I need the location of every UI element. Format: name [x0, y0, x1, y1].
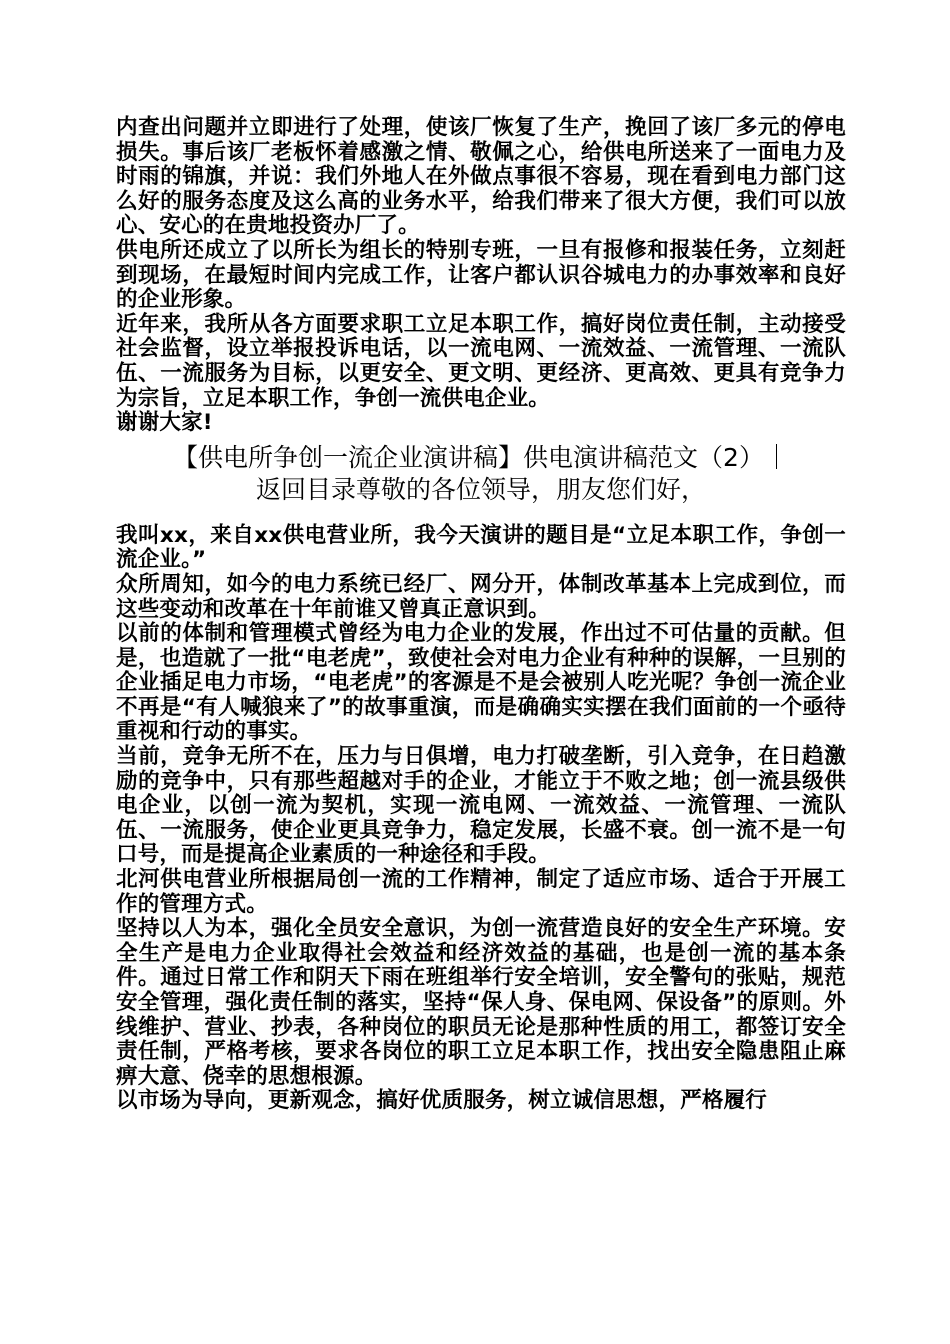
bottom-section: [116, 524, 846, 1114]
heading-line-1: 【供电所争创一流企业演讲稿】供电演讲稿范文（2）｜: [173, 442, 789, 472]
paragraph: 以前的体制和管理模式曾经为电力企业的发展，作出过不可估量的贡献。但是，也造就了一批“电老虎”，致使社会对电力企业有种种的误解，一旦别的企业插足电力市场，“电老虎”的客源是不是会被别人吃光呢？争创一流企业不再是“有人喊狼来了”的故事重演，而是确确实实摆在我们面前的一个亟待重视和行动的事实。: [116, 621, 846, 745]
section-heading: [108, 442, 854, 506]
paragraph: 坚持以人为本，强化全员安全意识，为创一流营造良好的安全生产环境。安全生产是电力企业取得社会效益和经济效益的基础，也是创一流的基本条件。通过日常工作和阴天下雨在班组举行安全培训，安全警句的张贴，规范安全管理，强化责任制的落实，坚持“保人身、保电网、保设备”的原则。外线维护、营业、抄表，各种岗位的职员无论是那种性质的用工，都签订安全责任制，严格考核，要求各岗位的职工立足本职工作，找出安全隐患阻止麻痹大意、侥幸的思想根源。: [116, 916, 846, 1089]
paragraph-thanks: 谢谢大家!: [116, 410, 213, 436]
paragraph: 以市场为导向，更新观念，搞好优质服务，树立诚信思想，严格履行: [116, 1088, 768, 1114]
paragraph: 众所周知，如今的电力系统已经厂、网分开，体制改革基本上完成到位，而这些变动和改革在十年前谁又曾真正意识到。: [116, 571, 846, 622]
top-section: [116, 116, 846, 436]
paragraph: 北河供电营业所根据局创一流的工作精神，制定了适应市场、适合于开展工作的管理方式。: [116, 867, 846, 917]
paragraph: 我叫xx，来自xx供电营业所，我今天演讲的题目是“立足本职工作，争创一流企业。”: [116, 522, 846, 573]
document-page: [116, 116, 846, 1114]
paragraph: 近年来，我所从各方面要求职工立足本职工作，搞好岗位责任制，主动接受社会监督，设立举报投诉电话，以一流电网、一流效益、一流管理、一流队伍、一流服务为目标，以更安全、更文明、更经济、更高效、更具有竞争力为宗旨，立足本职工作，争创一流供电企业。: [116, 311, 846, 411]
paragraph: 内查出问题并立即进行了处理，使该厂恢复了生产，挽回了该厂多元的停电损失。事后该厂老板怀着感激之情、敬佩之心，给供电所送来了一面电力及时雨的锦旗，并说：我们外地人在外做点事很不容易，现在看到电力部门这么好的服务态度及这么高的业务水平，给我们带来了很大方便，我们可以放心、安心的在贵地投资办厂了。: [116, 115, 846, 239]
paragraph: 供电所还成立了以所长为组长的特别专班，一旦有报修和报装任务，立刻赶到现场，在最短时间内完成工作，让客户都认识谷城电力的办事效率和良好的企业形象。: [116, 237, 846, 313]
heading-line-2: 返回目录尊敬的各位领导，朋友您们好，: [255, 474, 706, 504]
paragraph: 当前，竞争无所不在，压力与日俱增，电力打破垄断，引入竞争，在日趋激励的竞争中，只有那些超越对手的企业，才能立于不败之地；创一流县级供电企业，以创一流为契机，实现一流电网、一流效益、一流管理、一流队伍、一流服务，使企业更具竞争力，稳定发展，长盛不衰。创一流不是一句口号，而是提高企业素质的一种途径和手段。: [116, 744, 846, 868]
